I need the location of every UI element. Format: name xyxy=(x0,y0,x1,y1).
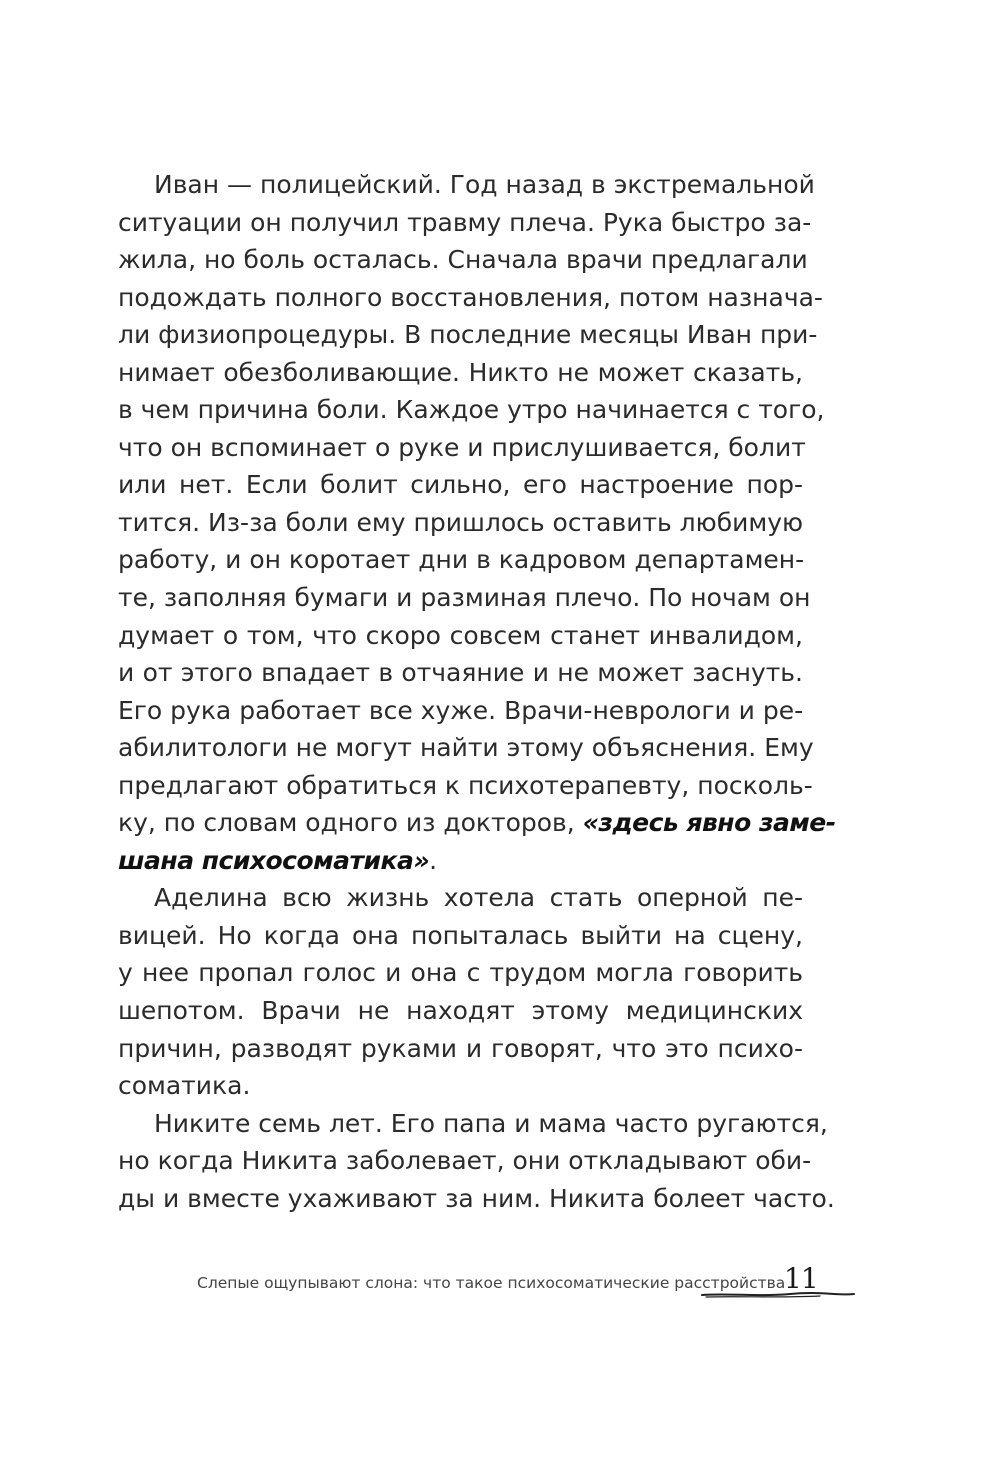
text-line: но когда Никита заболевает, они откладывают оби- xyxy=(118,1146,812,1176)
text-line: абилитологи не могут найти этому объяснения. Ему xyxy=(118,733,814,763)
body-text xyxy=(118,166,836,1217)
emphasized-quote: шана психосоматика» xyxy=(118,845,430,875)
text-line: ли физиопроцедуры. В последние месяцы Иван при- xyxy=(118,320,818,350)
text-line: вицей. Но когда она попыталась выйти на сцену, xyxy=(118,920,803,950)
text-line: те, заполняя бумаги и разминая плечо. По ночам он xyxy=(118,583,811,613)
text-line: Его рука работает все хуже. Врачи-неврологи и ре- xyxy=(118,695,804,725)
text-line: и от этого впадает в отчаяние и не может заснуть. xyxy=(118,658,803,688)
text-line: что он вспоминает о руке и прислушивается, болит xyxy=(118,432,806,462)
text-line: тится. Из-за боли ему пришлось оставить любимую xyxy=(118,507,804,537)
text-line: шепотом. Врачи не находят этому медицинских xyxy=(118,996,803,1026)
text-line: жила, но боль осталась. Сначала врачи предлагали xyxy=(118,245,808,275)
footer-rule-decoration xyxy=(700,1291,856,1299)
paragraph-ivan xyxy=(118,166,836,879)
page-footer xyxy=(0,1262,1000,1312)
paragraph-nikita xyxy=(118,1105,835,1218)
text-line: Никите семь лет. Его папа и мама часто ругаются, xyxy=(154,1108,828,1138)
text-line: нимает обезболивающие. Никто не может сказать, xyxy=(118,357,803,387)
text-line: работу, и он коротает дни в кадровом департамен- xyxy=(118,545,805,575)
running-title: Слепые ощупывают слона: что такое психосоматические расстройства xyxy=(197,1274,786,1292)
text-line: Аделина всю жизнь хотела стать оперной пе- xyxy=(154,883,803,913)
text-line: в чем причина боли. Каждое утро начинается с того, xyxy=(118,395,825,425)
text-line: ды и вместе ухаживают за ним. Никита болеет часто. xyxy=(118,1183,835,1213)
text-fragment: . xyxy=(429,845,438,875)
text-line: ситуации он получил травму плеча. Рука быстро за- xyxy=(118,207,812,237)
text-line: причин, разводят руками и говорят, что это психо- xyxy=(118,1033,803,1063)
text-line xyxy=(118,842,803,880)
text-line: предлагают обратиться к психотерапевту, посколь- xyxy=(118,770,813,800)
text-line: у нее пропал голос и она с трудом могла говорить xyxy=(118,958,803,988)
paragraph-adelina xyxy=(118,879,803,1104)
text-line: соматика. xyxy=(118,1071,251,1101)
page-number: 11 xyxy=(784,1262,818,1295)
text-line: или нет. Если болит сильно, его настроение пор- xyxy=(118,470,803,500)
text-fragment: ку, по словам одного из докторов, xyxy=(118,808,583,838)
text-line: подождать полного восстановления, потом назнача- xyxy=(118,282,823,312)
emphasized-quote: «здесь явно заме- xyxy=(582,808,836,838)
text-line: Иван — полицейский. Год назад в экстремальной xyxy=(154,170,815,199)
text-line xyxy=(118,804,836,842)
text-line: думает о том, что скоро совсем станет инвалидом, xyxy=(118,620,803,650)
